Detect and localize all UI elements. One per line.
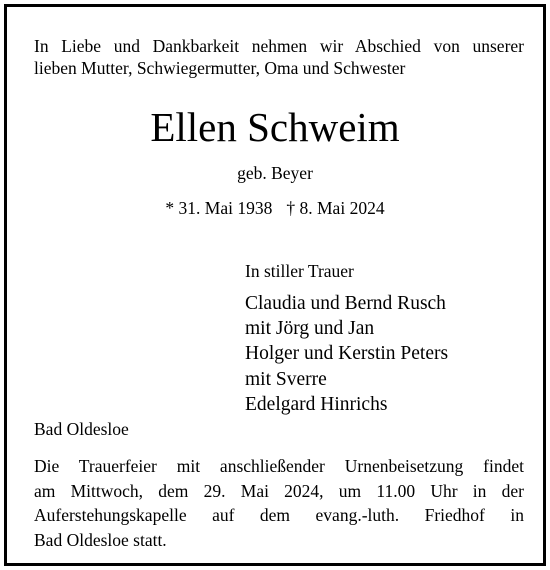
- obituary-notice: [4, 4, 546, 566]
- maiden-name: geb. Beyer: [237, 163, 313, 183]
- mourner-entry: Holger und Kerstin Peters: [245, 343, 449, 365]
- deceased-name: Ellen Schweim: [150, 104, 400, 150]
- intro-line: In Liebe und Dankbarkeit nehmen wir Abschied von unserer: [34, 36, 524, 56]
- mourning-label: In stiller Trauer: [245, 261, 354, 281]
- funeral-line: Die Trauerfeier mit anschließender Urnenbeisetzung findet: [34, 456, 524, 476]
- mourner-entry: Claudia und Bernd Rusch: [245, 293, 446, 314]
- funeral-details: [34, 454, 524, 552]
- life-dates: [7, 197, 543, 219]
- mourners-list: [245, 291, 448, 417]
- funeral-line: am Mittwoch, dem 29. Mai 2024, um 11.00 Uhr in der: [34, 480, 524, 501]
- mourner-entry: mit Sverre: [245, 368, 327, 390]
- intro-text: [34, 35, 524, 79]
- funeral-line: Auferstehungskapelle auf dem evang.-luth. Friedhof in: [34, 505, 524, 526]
- mourner-entry: mit Jörg und Jan: [245, 318, 375, 340]
- intro-line: lieben Mutter, Schwiegermutter, Oma und Schwester: [34, 58, 406, 78]
- mourner-entry: Edelgard Hinrichs: [245, 393, 388, 415]
- death-date: † 8. Mai 2024: [286, 198, 385, 218]
- funeral-line: Bad Oldesloe statt.: [34, 529, 167, 550]
- place-name: Bad Oldesloe: [34, 419, 129, 439]
- birth-date: * 31. Mai 1938: [165, 198, 273, 218]
